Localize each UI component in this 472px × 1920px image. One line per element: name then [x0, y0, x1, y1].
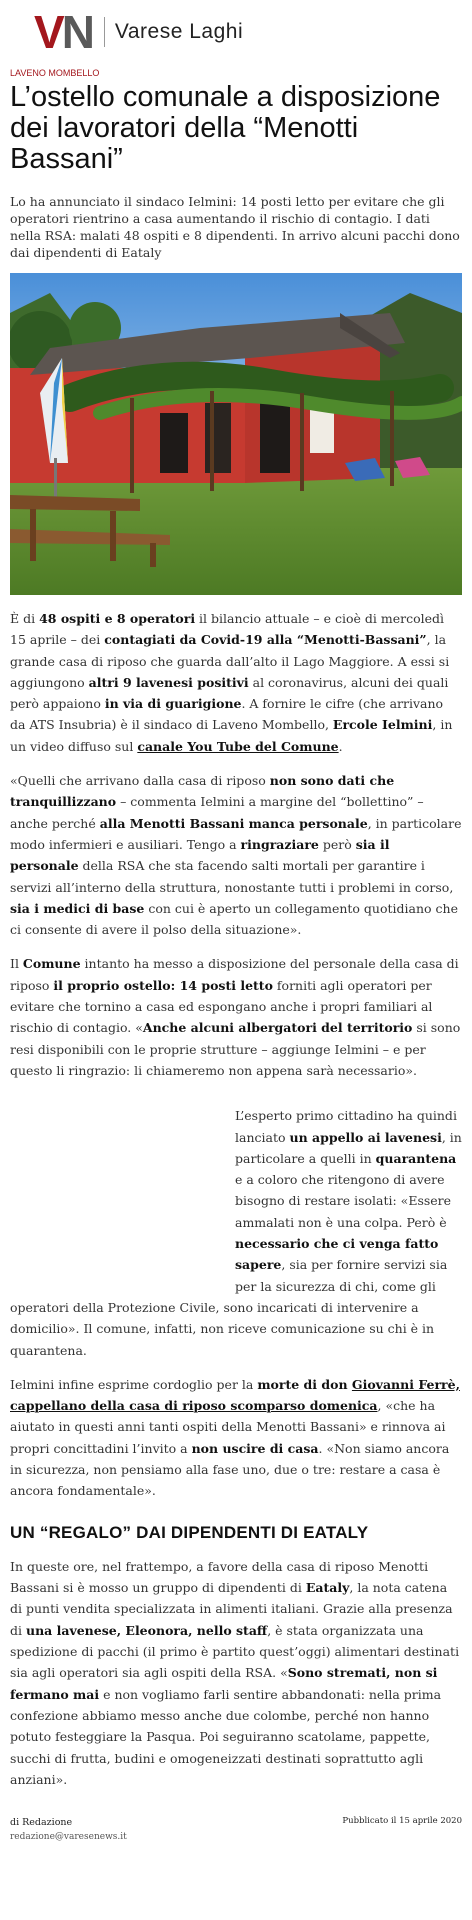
paragraph-2 — [10, 770, 462, 940]
article-body — [10, 608, 462, 1790]
text-run: , la nota catena di punti vendita specializzata in alimenti italiani. Grazie alla presenza di — [10, 1580, 453, 1638]
text-link[interactable]: Giovanni Ferrè, cappellano della casa di riposo scomparso domenica — [10, 1376, 460, 1414]
author-email[interactable]: redazione@varesenews.it — [10, 1832, 127, 1843]
paragraph-4-block — [10, 1105, 462, 1361]
byline: di Redazione — [10, 1817, 73, 1829]
text-run: , sia per fornire servizi sia per la sicurezza di chi, come gli operatori della Protezione Civile, sono incaricati di intervenire a domicilio». Il comune, infatti, non riceve comunicazione su chi è in quarantena. — [10, 1257, 448, 1358]
bold-text: 48 ospiti e 8 operatori — [39, 611, 196, 626]
text-run: «Quelli che arrivano dalla casa di riposo — [10, 773, 270, 789]
text-run: al coronavirus, alcuni dei quali però appaiono — [10, 674, 449, 712]
masthead-divider — [104, 17, 105, 47]
text-run: forniti agli operatori per evitare che tornino a casa ed espongano anche i propri familiari al rischio di contagio. « — [10, 977, 433, 1036]
text-run: il bilancio attuale – e cioè di mercoledì 15 aprile – dei — [10, 611, 444, 648]
bold-text: Comune — [22, 956, 81, 972]
paragraph-1 — [10, 608, 462, 757]
bold-text: alla Menotti Bassani manca personale — [99, 815, 368, 831]
text-run: intanto ha messo a disposizione del personale della casa di riposo — [10, 956, 459, 993]
text-link[interactable]: canale You Tube del Comune — [137, 738, 339, 754]
text-run: , in particolare modo infermieri e ausiliari. Tengo a — [10, 815, 462, 852]
text-run: però — [318, 836, 356, 852]
paragraph-5 — [10, 1374, 462, 1502]
text-run: È di — [10, 611, 40, 626]
text-run: si sono resi disponibili con le proprie strutture – aggiunge Ielmini – e per questo li ringrazio: li chiameremo non appena sarà necessario». — [10, 1020, 461, 1078]
text-run: In queste ore, nel frattempo, a favore della casa di riposo Menotti Bassani si è mosso un gruppo di dipendenti di — [10, 1558, 429, 1596]
text-run: , la grande casa di riposo che guarda dall’alto il Lago Maggiore. A essi si aggiungono — [10, 632, 450, 690]
text-run: con cui è aperto un collegamento quotidiano che ci consente di avere il polso della situazione». — [10, 900, 458, 938]
text-run: . A fornire le cifre (che arrivano da ATS Insubria) è il sindaco di Laveno Mombello, — [10, 696, 444, 733]
bold-text: Anche alcuni albergatori del territorio — [142, 1020, 413, 1036]
text-run: , è stata organizzata una spedizione di pacchi (il primo è partito quest’oggi) alimentari destinati sia agli operatori sia agli ospiti della RSA. « — [10, 1622, 460, 1681]
text-run: e a coloro che ritengono di avere bisogno di restare isolati: «Essere ammalati non è una colpa. Però è — [235, 1172, 452, 1230]
bold-text: necessario che ci venga fatto sapere — [235, 1236, 439, 1273]
bold-text: Sono stremati, non si fermano mai — [10, 1665, 438, 1702]
article-title: L’ostello comunale a disposizione dei lavoratori della “Menotti Bassani” — [10, 81, 441, 175]
paragraph-6 — [10, 1556, 462, 1790]
bold-text: ringraziare — [240, 836, 319, 852]
bold-text: un appello ai lavenesi — [289, 1129, 442, 1145]
bold-text: quarantena — [375, 1150, 457, 1166]
text-run: L’esperto primo cittadino ha quindi lanciato — [235, 1108, 457, 1145]
text-run: – commenta Ielmini a margine del “bollettino” – anche perché — [10, 794, 424, 831]
hero-photo — [10, 273, 462, 595]
article-category[interactable]: LAVENO MOMBELLO — [10, 68, 100, 78]
text-run: , in un video diffuso sul — [10, 717, 453, 754]
bold-text: morte di don — [257, 1376, 352, 1392]
text-run: della RSA che sta facendo salti mortali per garantire i servizi all’interno della struttura, nonostante tutti i problemi in corso, — [10, 858, 454, 895]
section-heading: UN “REGALO” DAI DIPENDENTI DI EATALY — [10, 1522, 369, 1542]
bold-text: sia i medici di base — [10, 900, 145, 916]
bold-text: non sono dati che tranquillizzano — [10, 773, 395, 810]
text-run: . «Non siamo ancora in sicurezza, non pensiamo alla fase uno, due o tre: restare a casa è ancora fondamentale». — [10, 1440, 450, 1499]
bold-text: contagiati da Covid-19 alla “Menotti-Bassani” — [104, 632, 427, 648]
article-subtitle: Lo ha annunciato il sindaco Ielmini: 14 posti letto per evitare che gli operatori rientrino a casa aumentando il rischio di contagio. I dati nella RSA: malati 48 ospiti e 8 dipendenti. In arrivo alcuni pacchi dono dai dipendenti di Eataly — [10, 194, 460, 260]
text-run: . — [338, 738, 343, 754]
text-run: Il — [10, 956, 23, 972]
text-run: , «che ha aiutato in questi anni tanti ospiti della Menotti Bassani» e rinnova ai propri concittadini l’invito a — [10, 1398, 446, 1456]
publication-date: Pubblicato il 15 aprile 2020 — [342, 1816, 462, 1827]
bold-text: Ercole Ielmini — [332, 717, 433, 733]
text-run: Ielmini infine esprime cordoglio per la — [10, 1376, 258, 1392]
bold-text: altri 9 lavenesi positivi — [88, 674, 249, 690]
bold-text: sia il personale — [10, 836, 390, 874]
article-footer — [10, 1816, 462, 1884]
text-run: e non vogliamo farli sentire abbandonati: nella prima confezione abbiamo messo anche due colombe, perché non hanno potuto festeggiare la Pasqua. Poi seguiranno scatolame, pappette, succhi di frutta, budini e omogeneizzati destinati soprattutto agli anziani». — [10, 1686, 442, 1787]
bold-text: una lavenese, Eleonora, nello staff — [25, 1622, 268, 1638]
masthead — [10, 0, 462, 64]
text-run: , in particolare a quelli in — [235, 1129, 462, 1166]
site-name[interactable]: Varese Laghi — [114, 20, 244, 43]
site-logo[interactable]: VN — [34, 6, 92, 58]
author-block — [10, 1816, 127, 1844]
bold-text: non uscire di casa — [191, 1440, 319, 1456]
bold-text: Eataly — [305, 1580, 350, 1596]
bold-text: il proprio ostello: 14 posti letto — [53, 977, 273, 993]
ad-placeholder — [10, 1105, 235, 1290]
paragraph-3 — [10, 953, 462, 1081]
bold-text: in via di guarigione — [104, 696, 242, 712]
